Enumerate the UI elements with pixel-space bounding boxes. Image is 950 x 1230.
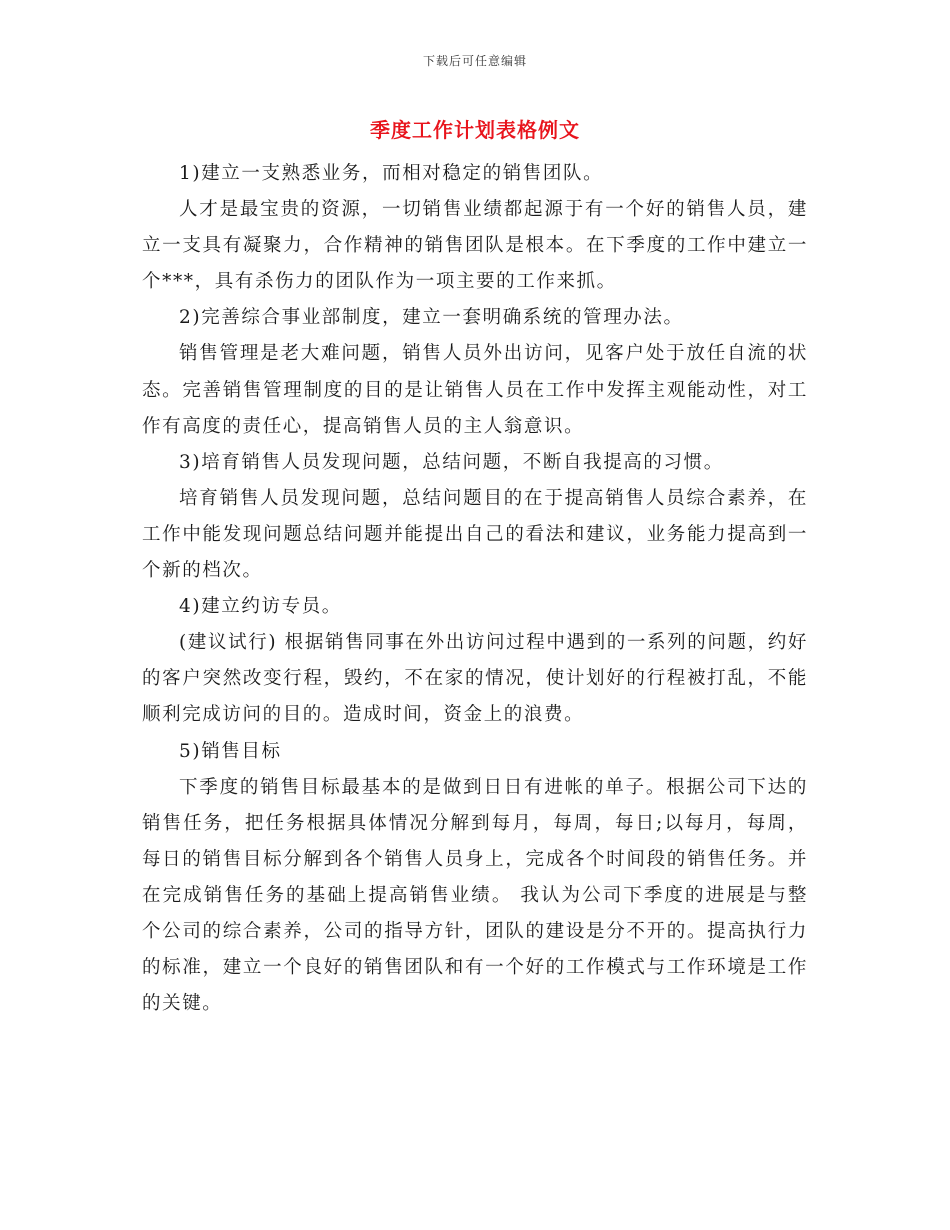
paragraph-team: 人才是最宝贵的资源，一切销售业绩都起源于有一个好的销售人员，建立一支具有凝聚力，合作精神的销售团队是根本。在下季度的工作中建立一个***，具有杀伤力的团队作为一项主要的工作来抓。 xyxy=(142,199,808,293)
heading-training: 3)培育销售人员发现问题，总结问题，不断自我提高的习惯。 xyxy=(179,451,724,473)
heading-system: 2)完善综合事业部制度，建立一套明确系统的管理办法。 xyxy=(179,307,684,329)
paragraph-appointment: (建议试行) 根据销售同事在外出访问过程中遇到的一系列的问题，约好的客户突然改变行程，毁约，不在家的情况，使计划好的行程被打乱，不能顺利完成访问的目的。造成时间，资金上的浪费。 xyxy=(142,632,808,726)
paragraph-sales-target: 下季度的销售目标最基本的是做到日日有进帐的单子。根据公司下达的销售任务，把任务根据具体情况分解到每月，每周，每日;以每月，每周，每日的销售目标分解到各个销售人员身上，完成各个时间段的销售任务。并在完成销售任务的基础上提高销售业绩。 我认为公司下季度的进展是与整个公司的综合素养，公司的指导方针，团队的建设是分不开的。提高执行力的标准，建立一个良好的销售团队和有一个好的工作模式与工作环境是工作的关键。 xyxy=(142,776,808,1015)
paragraph-system: 销售管理是老大难问题，销售人员外出访问，见客户处于放任自流的状态。完善销售管理制度的目的是让销售人员在工作中发挥主观能动性，对工作有高度的责任心，提高销售人员的主人翁意识。 xyxy=(142,343,808,437)
heading-team: 1)建立一支熟悉业务，而相对稳定的销售团队。 xyxy=(179,163,604,184)
heading-appointment: 4)建立约访专员。 xyxy=(179,596,342,618)
header-note: 下载后可任意编辑 xyxy=(422,54,527,68)
heading-sales-target: 5)销售目标 xyxy=(179,740,282,762)
document-body xyxy=(142,156,808,1022)
document-title: 季度工作计划表格例文 xyxy=(370,118,580,142)
paragraph-training: 培育销售人员发现问题，总结问题目的在于提高销售人员综合素养，在工作中能发现问题总结问题并能提出自己的看法和建议，业务能力提高到一个新的档次。 xyxy=(142,487,808,582)
